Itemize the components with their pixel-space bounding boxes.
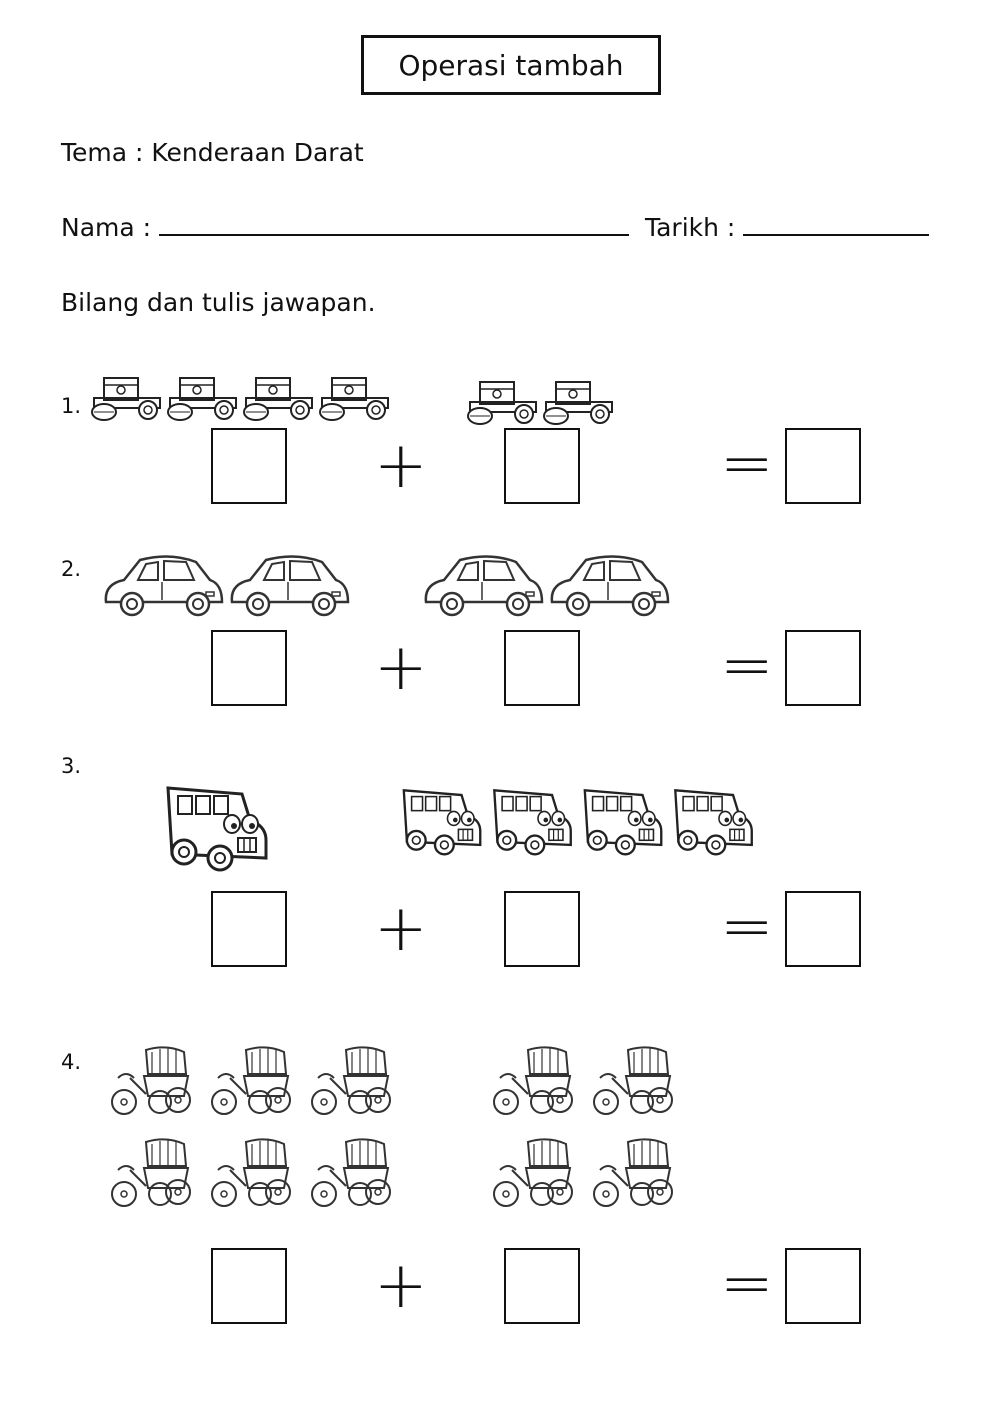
question-number-2: 2. — [61, 557, 82, 581]
plus-sign: + — [374, 1249, 428, 1323]
steamroller-icon — [244, 378, 312, 420]
trishaw-icon — [494, 1139, 572, 1206]
trishaw-icon — [312, 1139, 390, 1206]
trishaw-icon — [212, 1047, 290, 1114]
plus-sign: + — [374, 631, 428, 705]
trishaw-group-left — [108, 1044, 398, 1216]
answer-box-2-result[interactable] — [785, 630, 861, 706]
trishaw-icon — [112, 1139, 190, 1206]
trishaw-icon — [112, 1047, 190, 1114]
bus-group-left — [158, 780, 274, 876]
answer-box-1-result[interactable] — [785, 428, 861, 504]
answer-box-4-result[interactable] — [785, 1248, 861, 1324]
answer-box-3a[interactable] — [211, 891, 287, 967]
answer-box-2a[interactable] — [211, 630, 287, 706]
trishaw-icon — [594, 1047, 672, 1114]
bus-icon — [494, 790, 570, 854]
plus-sign: + — [374, 892, 428, 966]
steamroller-icon — [468, 382, 536, 424]
equals-sign: = — [720, 427, 774, 501]
equals-sign: = — [720, 1247, 774, 1321]
trishaw-icon — [212, 1139, 290, 1206]
steamroller-icon — [544, 382, 612, 424]
car-icon — [552, 556, 668, 615]
date-field[interactable] — [743, 212, 929, 236]
bus-icon — [585, 790, 661, 854]
car-icon — [232, 556, 348, 615]
trishaw-icon — [312, 1047, 390, 1114]
steamroller-group-right — [466, 378, 622, 426]
car-icon — [106, 556, 222, 615]
answer-box-3-result[interactable] — [785, 891, 861, 967]
bus-icon — [675, 790, 751, 854]
answer-box-1a[interactable] — [211, 428, 287, 504]
instruction-text: Bilang dan tulis jawapan. — [61, 288, 376, 317]
trishaw-icon — [594, 1139, 672, 1206]
date-label: Tarikh : — [644, 213, 736, 242]
bus-group-right — [396, 784, 758, 856]
worksheet-title: Operasi tambah — [361, 35, 661, 95]
answer-box-3b[interactable] — [504, 891, 580, 967]
answer-box-4b[interactable] — [504, 1248, 580, 1324]
answer-box-1b[interactable] — [504, 428, 580, 504]
question-number-4: 4. — [61, 1050, 82, 1074]
bus-icon — [404, 790, 480, 854]
name-label: Nama : — [61, 213, 152, 242]
equals-sign: = — [720, 629, 774, 703]
equals-sign: = — [720, 890, 774, 964]
answer-box-2b[interactable] — [504, 630, 580, 706]
name-row — [61, 212, 929, 242]
trishaw-group-right — [490, 1044, 680, 1216]
theme-line: Tema : Kenderaan Darat — [61, 138, 364, 167]
question-number-1: 1. — [61, 394, 82, 418]
bus-icon — [168, 788, 266, 870]
steamroller-icon — [320, 378, 388, 420]
steamroller-icon — [168, 378, 236, 420]
car-group-left — [100, 546, 354, 620]
steamroller-group-left — [90, 374, 400, 422]
car-icon — [426, 556, 542, 615]
answer-box-4a[interactable] — [211, 1248, 287, 1324]
steamroller-icon — [92, 378, 160, 420]
question-number-3: 3. — [61, 754, 82, 778]
car-group-right — [420, 546, 674, 620]
plus-sign: + — [374, 429, 428, 503]
name-field[interactable] — [159, 212, 629, 236]
trishaw-icon — [494, 1047, 572, 1114]
